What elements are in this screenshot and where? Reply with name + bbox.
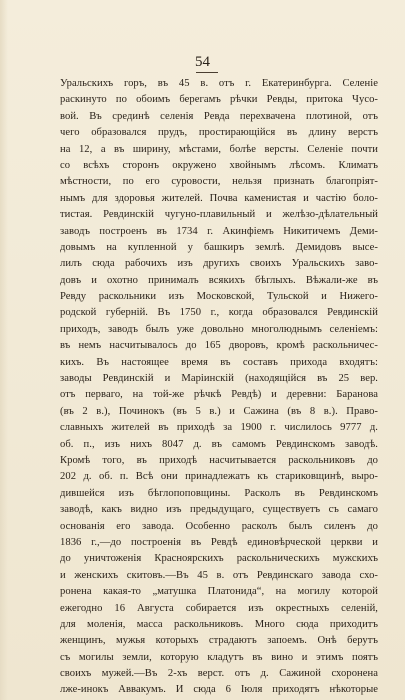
text-line: до уничтоженія Красноярскихъ раскольническихъ мужскихъ xyxy=(60,553,378,565)
text-line: славныхъ жителей въ приходѣ за 1900 г. числилось 9777 д. xyxy=(60,422,378,434)
text-line: довымъ на купленной у башкиръ землѣ. Демидовъ высе- xyxy=(60,241,378,253)
text-line: ронена какая-то „матушка Платонида“, на могилу которой xyxy=(60,586,378,598)
text-line: приходъ, заводъ былъ уже довольно многолюднымъ селеніемъ: xyxy=(60,323,378,335)
text-line: основанія его завода. Особенно расколъ былъ силенъ до xyxy=(60,520,378,532)
text-line: заводѣ, какъ видно изъ предыдущаго, существуетъ съ самаго xyxy=(60,504,378,516)
text-line: довъ и охотно принималъ всякихъ бѣглыхъ. Вѣжали-же въ xyxy=(60,274,378,286)
text-line: родской губерній. Въ 1750 г., когда образовался Ревдинскій xyxy=(60,307,378,319)
text-line: со всѣхъ сторонъ окружено хвойнымъ лѣсомъ. Климатъ xyxy=(60,159,378,171)
text-line: съ могилы земли, которую кладутъ въ вино и этимъ поятъ xyxy=(60,651,378,663)
body-text xyxy=(60,76,378,699)
text-line: лже-инокъ Аввакумъ. И сюда 6 Іюля приходятъ нѣкоторые xyxy=(60,684,378,696)
text-line: мѣстности, по его суровости, нельзя признать благопріят- xyxy=(60,176,378,188)
text-line: 202 д. об. п. Всѣ они принадлежатъ къ стариковщинѣ, выро- xyxy=(60,471,378,483)
text-line: дившейся изъ бѣглопоповщины. Расколъ въ Ревдинскомъ xyxy=(60,487,378,499)
text-line: Ревду раскольники изъ Московской, Тульской и Нижего- xyxy=(60,291,378,303)
text-line: 1836 г.,—до построенія въ Ревдѣ единовѣрческой церкви и xyxy=(60,536,378,548)
text-line: на 12, а въ ширину, мѣстами, болѣе версты. Селеніе почти xyxy=(60,143,378,155)
page-edge-shadow xyxy=(0,0,8,700)
text-line: въ немъ насчитывалось до 165 дворовъ, кромѣ раскольничес- xyxy=(60,340,378,352)
text-line: тистая. Ревдинскій чугуно-плавильный и желѣзо-дѣлательный xyxy=(60,209,378,221)
text-line: своихъ мужей.—Въ 2-хъ верст. отъ д. Сажиной схоронена xyxy=(60,668,378,680)
text-line: чего образовался прудъ, простирающійся въ длину верстъ xyxy=(60,127,378,139)
page-number: 54 xyxy=(195,54,210,70)
text-line: женщинъ, мужья которыхъ страдаютъ запоемъ. Онѣ берутъ xyxy=(60,635,378,647)
text-line: раскинуто по обоимъ берегамъ рѣчки Ревды, притока Чусо- xyxy=(60,94,378,106)
text-line: и женскихъ скитовъ.—Въ 45 в. отъ Ревдинскаго завода схо- xyxy=(60,569,378,581)
text-line: для моленія, масса раскольниковъ. Много сюда приходитъ xyxy=(60,618,378,630)
text-line: Уральскихъ горъ, въ 45 в. отъ г. Екатеринбурга. Селеніе xyxy=(60,78,378,89)
text-line: ежегодно 16 Августа собирается изъ окрестныхъ селеній, xyxy=(60,602,378,614)
text-line: вой. Въ срединѣ селенія Ревда перехвачена плотиной, отъ xyxy=(60,110,378,122)
text-line: Кромѣ того, въ приходѣ насчитывается раскольниковъ до xyxy=(60,454,378,466)
text-line: отъ перваго, на той-же рѣчкѣ Ревдѣ) и деревни: Баранова xyxy=(60,389,378,401)
text-line: (въ 2 в.), Починокъ (въ 5 в.) и Сажина (въ 8 в.). Право- xyxy=(60,405,378,417)
text-line: об. п., изъ нихъ 8047 д. въ самомъ Ревдинскомъ заводѣ. xyxy=(60,438,378,450)
page-number-underline xyxy=(196,72,218,73)
text-line: кихъ. Въ настоящее время въ составъ прихода входятъ: xyxy=(60,356,378,368)
text-line: заводы Ревдинскій и Маріинскій (находящійся въ 25 вер. xyxy=(60,373,378,385)
text-line: заводъ построенъ въ 1734 г. Акинфіемъ Никитичемъ Деми- xyxy=(60,225,378,237)
text-line: лилъ сюда рабочихъ изъ другихъ своихъ Уральскихъ заво- xyxy=(60,258,378,270)
text-line: нымъ для здоровья жителей. Почва каменистая и частію боло- xyxy=(60,192,378,204)
